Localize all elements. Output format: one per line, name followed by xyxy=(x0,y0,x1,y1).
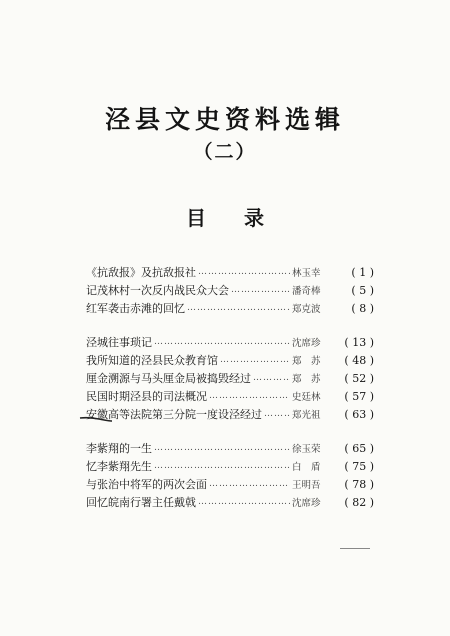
entry-title: 李紫翔的一生 xyxy=(86,442,152,455)
leader-dots xyxy=(253,373,290,383)
entry-author: 郑克波 xyxy=(292,304,321,315)
entry-title: 与张治中将军的两次会面 xyxy=(86,478,207,491)
entry-title: 我所知道的泾县民众教育馆 xyxy=(86,354,218,367)
leader-dots xyxy=(187,303,290,313)
toc-entry xyxy=(86,493,374,511)
leader-dots xyxy=(198,497,290,507)
entry-author: 郑 苏 xyxy=(292,374,321,385)
leader-dots xyxy=(198,267,290,277)
entry-author: 郑光祖 xyxy=(292,410,321,421)
entry-author: 林玉幸 xyxy=(292,268,321,279)
toc-entry xyxy=(86,263,374,281)
entry-title: 红军袭击赤滩的回忆 xyxy=(86,302,185,315)
leader-dots xyxy=(209,391,290,401)
table-of-contents xyxy=(86,263,374,527)
toc-group xyxy=(86,333,374,423)
entry-title: 记茂林村一次反内战民众大会 xyxy=(86,284,229,297)
toc-entry xyxy=(86,475,374,493)
entry-author: 王明吾 xyxy=(292,480,321,491)
entry-title: 厘金溯源与马头厘金局被捣毁经过 xyxy=(86,372,251,385)
toc-entry xyxy=(86,333,374,351)
entry-author: 白 盾 xyxy=(292,462,321,473)
volume-number: （二） xyxy=(193,141,257,163)
entry-author: 徐玉荣 xyxy=(292,444,321,455)
entry-page: ( 48 ) xyxy=(344,353,374,367)
toc-entry xyxy=(86,281,374,299)
entry-title: 泾城往事琐记 xyxy=(86,336,152,349)
entry-title: 《抗敌报》及抗敌报社 xyxy=(86,266,196,279)
entry-page: ( 52 ) xyxy=(344,371,374,385)
toc-entry xyxy=(86,299,374,317)
toc-entry xyxy=(86,457,374,475)
footer-dash xyxy=(340,548,370,549)
entry-author: 沈席珍 xyxy=(292,498,321,509)
entry-page: ( 63 ) xyxy=(344,407,374,421)
entry-title: 安徽高等法院第三分院一度设泾经过 xyxy=(86,408,262,421)
leader-dots xyxy=(209,479,290,489)
entry-page: ( 1 ) xyxy=(351,265,374,279)
entry-page: ( 8 ) xyxy=(351,301,374,315)
leader-dots xyxy=(154,443,290,453)
entry-author: 沈席珍 xyxy=(292,338,321,349)
leader-dots xyxy=(264,409,290,419)
toc-entry xyxy=(86,369,374,387)
entry-page: ( 5 ) xyxy=(351,283,374,297)
entry-author: 郑 苏 xyxy=(292,356,321,367)
pen-stroke-mark xyxy=(79,416,113,422)
toc-entry xyxy=(86,387,374,405)
book-title: 泾县文史资料选辑 xyxy=(104,105,345,134)
leader-dots xyxy=(154,337,290,347)
entry-author: 史廷林 xyxy=(292,392,321,403)
toc-group xyxy=(86,263,374,317)
toc-heading: 目录 xyxy=(186,206,302,230)
entry-page: ( 65 ) xyxy=(344,441,374,455)
entry-page: ( 78 ) xyxy=(344,477,374,491)
toc-entry xyxy=(86,405,374,423)
entry-page: ( 75 ) xyxy=(344,459,374,473)
toc-group xyxy=(86,439,374,511)
entry-title: 回忆皖南行署主任戴戟 xyxy=(86,496,196,509)
toc-entry xyxy=(86,351,374,369)
entry-page: ( 82 ) xyxy=(344,495,374,509)
entry-page: ( 13 ) xyxy=(344,335,374,349)
leader-dots xyxy=(154,461,290,471)
entry-author: 潘奇棒 xyxy=(292,286,321,297)
leader-dots xyxy=(220,355,290,365)
leader-dots xyxy=(231,285,290,295)
entry-title: 忆李紫翔先生 xyxy=(86,460,152,473)
entry-page: ( 57 ) xyxy=(344,389,374,403)
toc-entry xyxy=(86,439,374,457)
entry-title: 民国时期泾县的司法概况 xyxy=(86,390,207,403)
